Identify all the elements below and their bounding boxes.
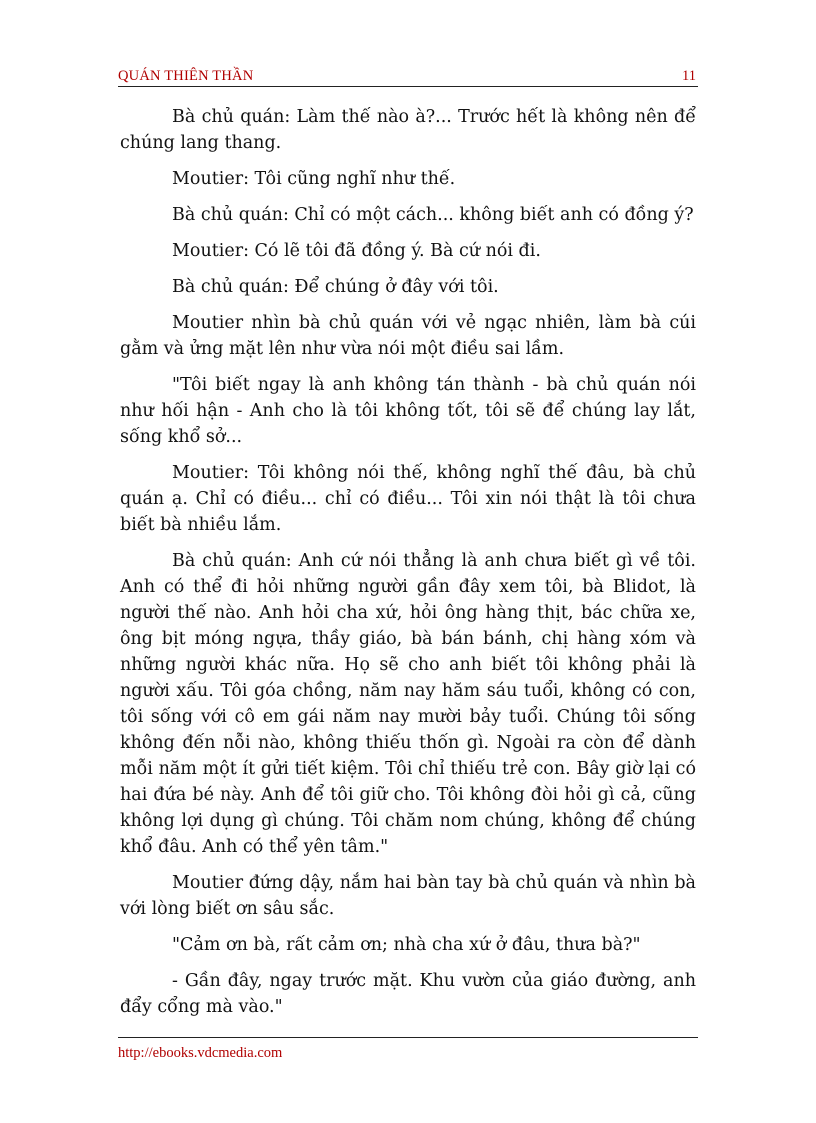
- paragraph: Moutier đứng dậy, nắm hai bàn tay bà chủ quán và nhìn bà với lòng biết ơn sâu sắc.: [120, 873, 696, 919]
- paragraph: Bà chủ quán: Anh cứ nói thẳng là anh chưa biết gì về tôi. Anh có thể đi hỏi những người gần đây xem tôi, bà Blidot, là người thế nào. Anh hỏi cha xứ, hỏi ông hàng thịt, bác chữa xe, ông bịt móng ngựa, thầy giáo, bà bán bánh, chị hàng xóm và những người khác nữa. Họ sẽ cho anh biết tôi không phải là người xấu. Tôi góa chồng, năm nay hăm sáu tuổi, không có con, tôi sống với cô em gái năm nay mười bảy tuổi. Chúng tôi sống không đến nỗi nào, không thiếu thốn gì. Ngoài ra còn để dành mỗi năm một ít gửi tiết kiệm. Tôi chỉ thiếu trẻ con. Bây giờ lại có hai đứa bé này. Anh để tôi giữ cho. Tôi không đòi hỏi gì cả, cũng không lợi dụng gì chúng. Tôi chăm nom chúng, không để chúng khổ đâu. Anh có thể yên tâm.": [120, 551, 696, 857]
- paragraph: "Cảm ơn bà, rất cảm ơn; nhà cha xứ ở đâu, thưa bà?": [172, 935, 641, 955]
- paragraph: - Gần đây, ngay trước mặt. Khu vườn của giáo đường, anh đẩy cổng mà vào.": [120, 971, 696, 1017]
- page-footer: [118, 1037, 698, 1062]
- paragraph: "Tôi biết ngay là anh không tán thành - bà chủ quán nói như hối hận - Anh cho là tôi không tốt, tôi sẽ để chúng lay lắt, sống khổ sở...: [120, 375, 696, 447]
- footer-link[interactable]: http://ebooks.vdcmedia.com: [118, 1045, 283, 1061]
- paragraph: Moutier: Tôi không nói thế, không nghĩ thế đâu, bà chủ quán ạ. Chỉ có điều... chỉ có điều... Tôi xin nói thật là tôi chưa biết bà nhiều lắm.: [120, 463, 696, 535]
- paragraph: Moutier: Tôi cũng nghĩ như thế.: [172, 169, 456, 189]
- page-body: [120, 104, 696, 1030]
- paragraph: Moutier nhìn bà chủ quán với vẻ ngạc nhiên, làm bà cúi gằm và ửng mặt lên như vừa nói một điều sai lầm.: [120, 313, 696, 359]
- page-header: [118, 64, 698, 87]
- paragraph: Moutier: Có lẽ tôi đã đồng ý. Bà cứ nói đi.: [172, 241, 541, 261]
- book-title: QUÁN THIÊN THẦN: [118, 68, 254, 84]
- paragraph: Bà chủ quán: Chỉ có một cách... không biết anh có đồng ý?: [172, 205, 694, 225]
- paragraph: Bà chủ quán: Làm thế nào à?... Trước hết là không nên để chúng lang thang.: [120, 107, 696, 153]
- page-number: 11: [682, 68, 696, 84]
- paragraph: Bà chủ quán: Để chúng ở đây với tôi.: [172, 277, 499, 297]
